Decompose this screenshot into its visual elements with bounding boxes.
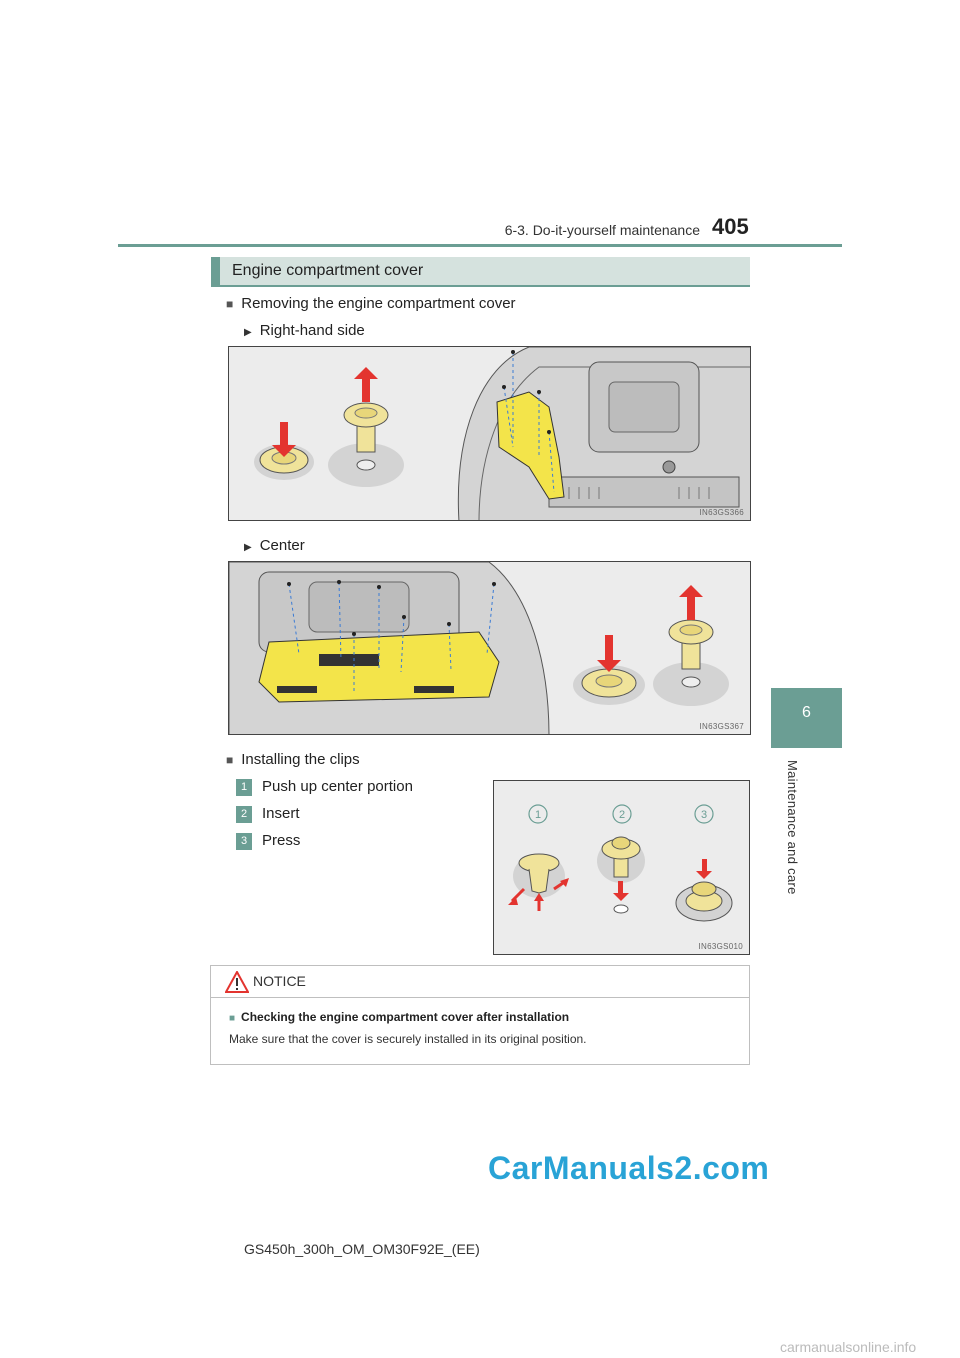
triangle-bullet-icon: ▶ <box>244 542 252 553</box>
section-title-bar <box>211 257 750 287</box>
footer-model-code: GS450h_300h_OM_OM30F92E_(EE) <box>244 1241 480 1257</box>
figure-code: IN63GS010 <box>698 942 743 951</box>
installing-heading: ■ Installing the clips <box>226 751 360 768</box>
engine-right-side-illustration <box>229 347 751 521</box>
step-number-badge: 3 <box>236 833 252 850</box>
figure-installing-clips <box>493 780 750 955</box>
watermark-small: carmanualsonline.info <box>780 1339 917 1355</box>
step-number-badge: 1 <box>236 779 252 796</box>
engine-center-illustration <box>229 562 751 735</box>
notice-box <box>210 965 750 1065</box>
install-step-3: 3 Press <box>236 832 300 850</box>
header-rule <box>118 244 842 247</box>
removing-heading: ■ Removing the engine compartment cover <box>226 295 516 312</box>
section-title: Engine compartment cover <box>232 262 424 279</box>
right-hand-side-label: ▶ Right-hand side <box>244 322 365 339</box>
square-bullet-icon: ■ <box>226 753 234 767</box>
triangle-bullet-icon: ▶ <box>244 327 252 338</box>
notice-title: NOTICE <box>253 973 306 989</box>
figure-center <box>228 561 751 735</box>
square-bullet-icon: ■ <box>229 1013 236 1024</box>
page-number: 405 <box>712 214 749 239</box>
figure-label-3: 3 <box>700 809 708 821</box>
install-step-2: 2 Insert <box>236 805 300 823</box>
notice-header <box>211 966 749 998</box>
chapter-side-label: Maintenance and care <box>785 760 800 895</box>
figure-label-2: 2 <box>618 809 626 821</box>
install-step-1: 1 Push up center portion <box>236 778 413 796</box>
figure-code: IN63GS366 <box>699 508 744 517</box>
chapter-number: 6 <box>802 704 811 721</box>
warning-triangle-icon <box>225 971 249 993</box>
figure-code: IN63GS367 <box>699 722 744 731</box>
figure-right-hand-side <box>228 346 751 521</box>
running-header-section: 6-3. Do-it-yourself maintenance <box>504 222 700 238</box>
square-bullet-icon: ■ <box>226 297 234 311</box>
chapter-tab <box>771 688 842 748</box>
clip-installation-illustration <box>494 781 750 955</box>
step-number-badge: 2 <box>236 806 252 823</box>
center-label: ▶ Center <box>244 537 305 554</box>
watermark-logo: CarManuals2.com <box>488 1150 770 1186</box>
notice-body: Make sure that the cover is securely installed in its original position. <box>229 1032 587 1046</box>
notice-subheading: ■ Checking the engine compartment cover after installation <box>229 1010 570 1024</box>
figure-label-1: 1 <box>534 809 542 821</box>
